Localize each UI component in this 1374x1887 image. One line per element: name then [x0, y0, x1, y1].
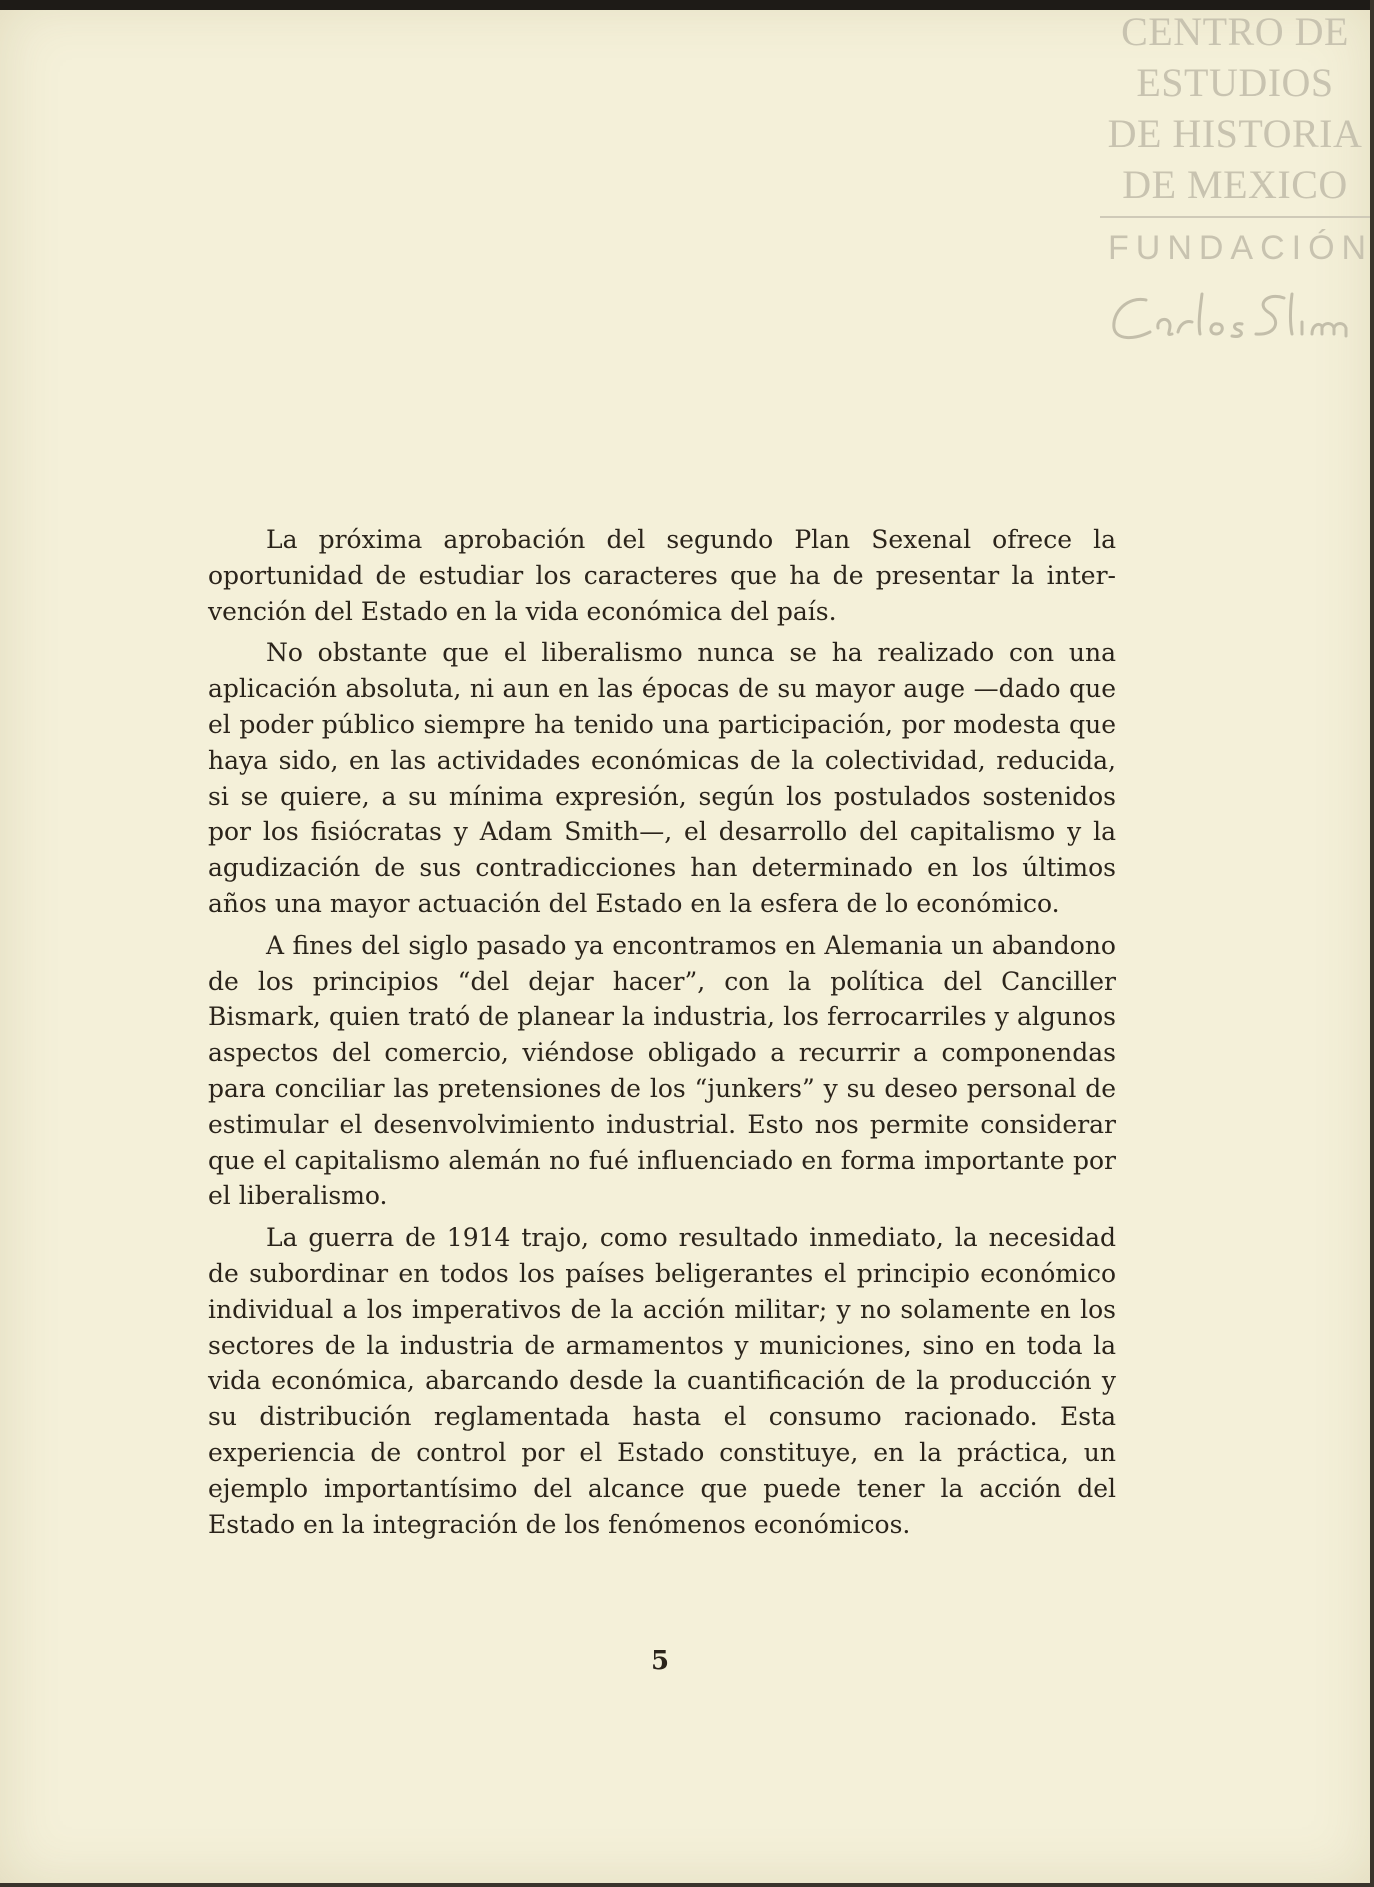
watermark-line-1: CENTRO DE — [1121, 9, 1349, 54]
body-text — [208, 522, 1116, 1548]
paragraph-1: La próxima aprobación del segundo Plan Sexenal ofrece la oportunidad de estudiar los caracteres que ha de presentar la intervención del Estado en la vida económica del país. — [208, 525, 1116, 626]
page-number: 5 — [650, 1646, 670, 1676]
watermark-line-3: DE HISTORIA — [1107, 111, 1363, 156]
page-bottom-edge — [0, 1883, 1374, 1887]
page-right-edge — [1370, 0, 1374, 1887]
paragraph-4: La guerra de 1914 trajo, como resultado inmediato, la necesidad de subordinar en todos los países beligerantes el principio económico individual a los imperativos de la acción militar; y no solamente en los sectores de la industria de armamentos y municiones, sino en toda la vida económica, abarcando desde la cuantificación de la producción y su distribución reglamentada hasta el consumo racionado. Esta experiencia de control por el Estado constituye, en la práctica, un ejemplo importantísimo del alcance que puede tener la acción del Estado en la integración de los fenómenos económicos. — [208, 1223, 1116, 1539]
watermark-line-4: DE MEXICO — [1122, 162, 1348, 207]
paragraph-2: No obstante que el liberalismo nunca se ha realizado con una aplicación absoluta, ni aun en las épocas de su mayor auge —dado que el poder público siempre ha tenido una participación, por modesta que haya sido, en las actividades económicas de la colectividad, reducida, si se quiere, a su mínima expresión, según los postulados sostenidos por los fisiócratas y Adam Smith—, el desarrollo del capitalismo y la agudización de sus contradicciones han determinado en los últimos años una mayor actuación del Estado en la esfera de lo económico. — [208, 638, 1116, 918]
watermark-divider — [1100, 216, 1370, 218]
watermark-line-2: ESTUDIOS — [1136, 60, 1334, 105]
signature-logo — [1106, 282, 1370, 352]
paragraph-3: A fines del siglo pasado ya encontramos en Alemania un abandono de los principios “del dejar hacer”, con la política del Canciller Bismark, quien trató de planear la industria, los ferrocarriles y algunos aspectos del comercio, viéndose obligado a recurrir a componendas para conciliar las pretensiones de los “junkers” y su deseo personal de estimular el desenvolvimiento industrial. Esto nos permite considerar que el capitalismo alemán no fué influenciado en forma importante por el liberalismo. — [208, 930, 1116, 1211]
watermark-foundation: FUNDACIÓN — [1108, 229, 1374, 267]
archive-watermark — [1100, 6, 1374, 270]
